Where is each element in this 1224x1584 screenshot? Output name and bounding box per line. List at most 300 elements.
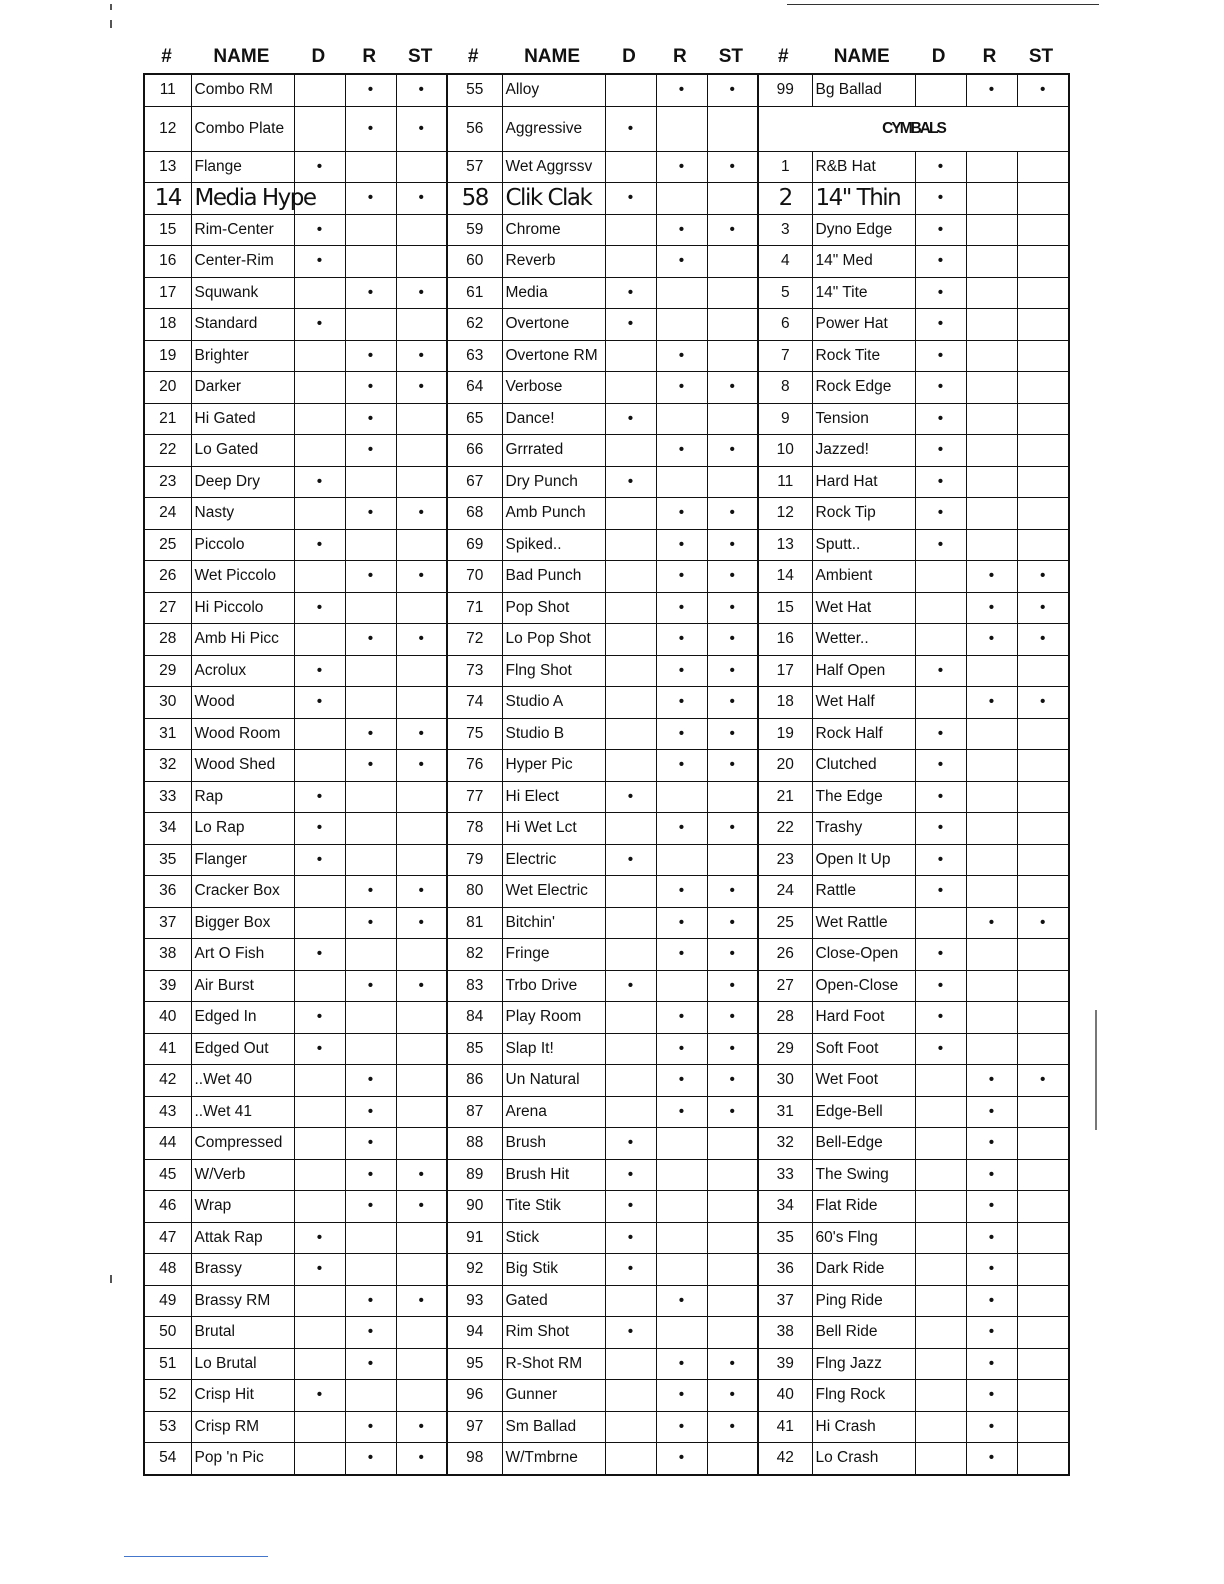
r-mark <box>656 277 707 309</box>
sound-number: 53 <box>144 1411 191 1443</box>
d-mark: • <box>605 844 656 876</box>
sound-number: 32 <box>144 750 191 782</box>
sound-number: 65 <box>447 403 502 435</box>
sound-number: 12 <box>758 498 812 530</box>
st-mark <box>396 529 447 561</box>
st-mark: • <box>396 750 447 782</box>
st-mark: • <box>396 561 447 593</box>
d-mark <box>915 1348 966 1380</box>
d-mark: • <box>294 214 345 246</box>
sound-name: Bell Ride <box>812 1317 915 1349</box>
r-mark <box>656 1254 707 1286</box>
sound-name: Clutched <box>812 750 915 782</box>
sound-name: Un Natural <box>502 1065 605 1097</box>
d-mark: • <box>915 246 966 278</box>
sound-name: 14" Tite <box>812 277 915 309</box>
sound-number: 42 <box>758 1443 812 1475</box>
st-mark: • <box>707 529 758 561</box>
r-mark: • <box>345 718 396 750</box>
d-mark <box>294 498 345 530</box>
table-row <box>144 435 1069 467</box>
d-mark <box>605 813 656 845</box>
r-mark: • <box>656 1411 707 1443</box>
d-mark: • <box>294 1254 345 1286</box>
sound-name: Gunner <box>502 1380 605 1412</box>
r-header: R <box>982 46 997 67</box>
st-mark: • <box>1017 907 1069 939</box>
sound-number: 22 <box>144 435 191 467</box>
st-mark: • <box>1017 74 1069 106</box>
sound-number: 27 <box>758 970 812 1002</box>
sound-number: 56 <box>447 106 502 151</box>
st-mark: • <box>396 624 447 656</box>
st-header: ST <box>718 46 743 67</box>
d-mark <box>605 1096 656 1128</box>
sound-number: 26 <box>144 561 191 593</box>
d-mark <box>605 561 656 593</box>
sound-number: 8 <box>758 372 812 404</box>
st-mark <box>396 403 447 435</box>
sound-number: 31 <box>144 718 191 750</box>
r-mark: • <box>966 1348 1017 1380</box>
sound-number: 16 <box>144 246 191 278</box>
table-row <box>144 781 1069 813</box>
d-mark: • <box>605 309 656 341</box>
sound-number: 90 <box>447 1191 502 1223</box>
d-mark <box>294 435 345 467</box>
table-row <box>144 403 1069 435</box>
sound-name: Clik Clak <box>502 183 605 215</box>
r-mark <box>966 750 1017 782</box>
st-mark: • <box>396 907 447 939</box>
st-mark <box>1017 1191 1069 1223</box>
r-mark <box>345 529 396 561</box>
r-mark: • <box>345 1128 396 1160</box>
r-mark <box>345 687 396 719</box>
table-row <box>144 1380 1069 1412</box>
st-mark: • <box>707 74 758 106</box>
sound-name: Crisp Hit <box>191 1380 294 1412</box>
st-mark <box>1017 1159 1069 1191</box>
table-row <box>144 1222 1069 1254</box>
d-mark <box>294 1065 345 1097</box>
sound-name: Overtone RM <box>502 340 605 372</box>
sound-number: 14 <box>144 183 191 215</box>
r-mark <box>966 403 1017 435</box>
sound-name: Pop 'n Pic <box>191 1443 294 1475</box>
r-mark: • <box>656 74 707 106</box>
sound-number: 35 <box>144 844 191 876</box>
d-mark <box>605 718 656 750</box>
sound-name: Brassy RM <box>191 1285 294 1317</box>
d-mark <box>915 1096 966 1128</box>
sound-name: Dance! <box>502 403 605 435</box>
d-mark: • <box>294 687 345 719</box>
sound-name: The Swing <box>812 1159 915 1191</box>
r-mark <box>345 1380 396 1412</box>
sound-name: Studio A <box>502 687 605 719</box>
r-mark <box>966 309 1017 341</box>
st-mark: • <box>707 876 758 908</box>
d-mark: • <box>915 844 966 876</box>
sound-name: Half Open <box>812 655 915 687</box>
r-mark: • <box>656 1065 707 1097</box>
r-mark: • <box>656 1348 707 1380</box>
sound-number: 43 <box>144 1096 191 1128</box>
st-mark: • <box>396 1191 447 1223</box>
d-mark <box>605 1285 656 1317</box>
r-mark <box>656 183 707 215</box>
sound-number: 50 <box>144 1317 191 1349</box>
sound-name: Bad Punch <box>502 561 605 593</box>
sound-number: 24 <box>758 876 812 908</box>
st-mark: • <box>396 1411 447 1443</box>
st-mark <box>707 466 758 498</box>
st-mark: • <box>707 1411 758 1443</box>
r-mark <box>966 655 1017 687</box>
r-mark: • <box>966 1159 1017 1191</box>
r-mark <box>966 151 1017 183</box>
d-mark: • <box>294 1380 345 1412</box>
table-row <box>144 246 1069 278</box>
st-header: ST <box>1028 46 1054 67</box>
r-mark <box>966 498 1017 530</box>
r-mark <box>656 466 707 498</box>
st-mark <box>396 813 447 845</box>
table-row <box>144 466 1069 498</box>
st-mark: • <box>707 624 758 656</box>
st-mark <box>707 1128 758 1160</box>
r-mark: • <box>656 1443 707 1475</box>
sound-number: 25 <box>758 907 812 939</box>
r-mark <box>966 340 1017 372</box>
sound-number: 9 <box>758 403 812 435</box>
sound-name: Hard Foot <box>812 1002 915 1034</box>
sound-number: 19 <box>758 718 812 750</box>
sound-name: Brush <box>502 1128 605 1160</box>
sound-name: Dark Ride <box>812 1254 915 1286</box>
sound-number: 13 <box>758 529 812 561</box>
r-mark: • <box>656 151 707 183</box>
sound-name: Amb Hi Picc <box>191 624 294 656</box>
st-mark: • <box>707 687 758 719</box>
sound-number: 54 <box>144 1443 191 1475</box>
r-mark <box>345 813 396 845</box>
st-mark: • <box>707 907 758 939</box>
sound-number: 81 <box>447 907 502 939</box>
sound-name: Brush Hit <box>502 1159 605 1191</box>
r-mark <box>656 309 707 341</box>
st-mark <box>707 781 758 813</box>
st-mark <box>1017 435 1069 467</box>
st-mark <box>1017 1411 1069 1443</box>
r-mark: • <box>656 718 707 750</box>
st-mark: • <box>1017 624 1069 656</box>
d-mark <box>605 1002 656 1034</box>
table-row <box>144 309 1069 341</box>
table-row <box>144 1285 1069 1317</box>
sound-number: 85 <box>447 1033 502 1065</box>
sound-number: 39 <box>758 1348 812 1380</box>
r-mark <box>966 718 1017 750</box>
table-row <box>144 1443 1069 1475</box>
r-mark <box>345 1222 396 1254</box>
d-mark: • <box>294 939 345 971</box>
sound-number: 58 <box>447 183 502 215</box>
margin-mark <box>110 4 112 10</box>
d-mark: • <box>294 1033 345 1065</box>
sound-number: 98 <box>447 1443 502 1475</box>
st-mark <box>396 1128 447 1160</box>
st-mark: • <box>396 1443 447 1475</box>
st-mark <box>1017 1348 1069 1380</box>
name-header: NAME <box>213 46 270 67</box>
r-mark: • <box>656 435 707 467</box>
r-mark <box>345 309 396 341</box>
st-mark <box>1017 1285 1069 1317</box>
st-mark <box>396 214 447 246</box>
st-mark <box>1017 1128 1069 1160</box>
r-mark <box>656 1191 707 1223</box>
sound-name: Trashy <box>812 813 915 845</box>
st-mark: • <box>396 718 447 750</box>
r-mark <box>345 1002 396 1034</box>
r-mark: • <box>656 214 707 246</box>
st-mark <box>396 687 447 719</box>
sound-name: Pop Shot <box>502 592 605 624</box>
st-mark <box>396 309 447 341</box>
sound-number: 14 <box>758 561 812 593</box>
r-mark: • <box>345 624 396 656</box>
sound-name: Bell-Edge <box>812 1128 915 1160</box>
sound-name: Wet Piccolo <box>191 561 294 593</box>
st-mark: • <box>707 1348 758 1380</box>
r-mark <box>656 1222 707 1254</box>
sound-number: 35 <box>758 1222 812 1254</box>
st-mark <box>396 939 447 971</box>
r-mark: • <box>345 1159 396 1191</box>
st-mark <box>1017 939 1069 971</box>
sound-name: Big Stik <box>502 1254 605 1286</box>
margin-mark <box>1095 1010 1097 1130</box>
d-mark <box>915 907 966 939</box>
sound-name: Play Room <box>502 1002 605 1034</box>
sound-name: Tension <box>812 403 915 435</box>
sound-name: Edged Out <box>191 1033 294 1065</box>
d-mark <box>915 1222 966 1254</box>
sound-name: Rock Edge <box>812 372 915 404</box>
r-mark: • <box>656 813 707 845</box>
d-mark: • <box>915 813 966 845</box>
table-row <box>144 1065 1069 1097</box>
r-mark: • <box>656 529 707 561</box>
sound-name: Hi Elect <box>502 781 605 813</box>
st-mark: • <box>396 106 447 151</box>
sound-number: 80 <box>447 876 502 908</box>
d-mark <box>915 687 966 719</box>
sound-number: 32 <box>758 1128 812 1160</box>
st-mark <box>1017 340 1069 372</box>
st-mark: • <box>707 498 758 530</box>
r-mark <box>345 844 396 876</box>
sound-number: 96 <box>447 1380 502 1412</box>
sound-name: Amb Punch <box>502 498 605 530</box>
table-row <box>144 214 1069 246</box>
r-mark: • <box>966 592 1017 624</box>
st-mark <box>1017 655 1069 687</box>
st-mark: • <box>1017 1065 1069 1097</box>
sound-name: ..Wet 40 <box>191 1065 294 1097</box>
st-mark: • <box>707 435 758 467</box>
sound-number: 18 <box>144 309 191 341</box>
sound-number: 11 <box>144 74 191 106</box>
st-mark: • <box>707 655 758 687</box>
d-mark: • <box>294 592 345 624</box>
st-mark <box>396 246 447 278</box>
sound-name: Darker <box>191 372 294 404</box>
sound-number: 4 <box>758 246 812 278</box>
d-mark: • <box>915 1033 966 1065</box>
sound-name: R-Shot RM <box>502 1348 605 1380</box>
sound-number: 82 <box>447 939 502 971</box>
d-mark <box>605 529 656 561</box>
d-mark: • <box>915 403 966 435</box>
sound-number: 55 <box>447 74 502 106</box>
sound-number: 34 <box>758 1191 812 1223</box>
d-mark: • <box>915 309 966 341</box>
sound-number: 74 <box>447 687 502 719</box>
sound-number: 11 <box>758 466 812 498</box>
sound-number: 17 <box>758 655 812 687</box>
sound-name: Media Hype <box>191 183 294 215</box>
sound-number: 36 <box>758 1254 812 1286</box>
r-mark: • <box>345 876 396 908</box>
table-row <box>144 750 1069 782</box>
st-mark: • <box>707 1002 758 1034</box>
table-row <box>144 74 1069 106</box>
d-mark <box>915 1159 966 1191</box>
sound-number: 41 <box>144 1033 191 1065</box>
sound-name: Grrrated <box>502 435 605 467</box>
table-row <box>144 529 1069 561</box>
d-mark: • <box>915 340 966 372</box>
sound-number: 66 <box>447 435 502 467</box>
r-mark <box>656 844 707 876</box>
table-row <box>144 340 1069 372</box>
table-row <box>144 1096 1069 1128</box>
st-mark: • <box>707 214 758 246</box>
st-mark: • <box>1017 592 1069 624</box>
table-row <box>144 372 1069 404</box>
st-mark <box>1017 1222 1069 1254</box>
st-mark <box>396 1317 447 1349</box>
sound-name: Wood Room <box>191 718 294 750</box>
sound-number: 28 <box>758 1002 812 1034</box>
d-mark: • <box>915 466 966 498</box>
sound-name: Gated <box>502 1285 605 1317</box>
sound-number: 37 <box>144 907 191 939</box>
sound-name: Wetter.. <box>812 624 915 656</box>
d-mark: • <box>915 750 966 782</box>
st-mark: • <box>707 750 758 782</box>
top-rule <box>787 4 1099 5</box>
st-mark <box>707 1285 758 1317</box>
d-mark <box>294 106 345 151</box>
sound-name: Arena <box>502 1096 605 1128</box>
sound-name: Nasty <box>191 498 294 530</box>
d-mark: • <box>294 844 345 876</box>
sound-name: Crisp RM <box>191 1411 294 1443</box>
sound-number: 37 <box>758 1285 812 1317</box>
d-mark: • <box>915 1002 966 1034</box>
sound-number: 49 <box>144 1285 191 1317</box>
sound-number: 12 <box>144 106 191 151</box>
st-mark: • <box>707 1096 758 1128</box>
r-mark: • <box>345 1065 396 1097</box>
num-header: # <box>467 46 479 67</box>
d-mark: • <box>915 183 966 215</box>
sound-name: Power Hat <box>812 309 915 341</box>
d-mark <box>605 1411 656 1443</box>
d-mark: • <box>605 1254 656 1286</box>
d-mark: • <box>605 106 656 151</box>
st-mark <box>1017 403 1069 435</box>
st-mark <box>707 1254 758 1286</box>
table-row <box>144 1411 1069 1443</box>
sound-number: 22 <box>758 813 812 845</box>
d-mark: • <box>605 1159 656 1191</box>
st-mark <box>396 1033 447 1065</box>
d-mark <box>605 372 656 404</box>
sound-name: Wet Electric <box>502 876 605 908</box>
name-header: NAME <box>524 46 581 67</box>
d-mark <box>294 1348 345 1380</box>
st-mark <box>1017 813 1069 845</box>
sound-number: 60 <box>447 246 502 278</box>
sound-name: Open It Up <box>812 844 915 876</box>
d-mark <box>915 1317 966 1349</box>
st-mark: • <box>707 151 758 183</box>
d-mark <box>915 1380 966 1412</box>
st-mark: • <box>396 340 447 372</box>
d-mark: • <box>294 1222 345 1254</box>
d-mark: • <box>294 1002 345 1034</box>
table-row <box>144 718 1069 750</box>
r-mark <box>966 844 1017 876</box>
d-mark <box>605 592 656 624</box>
r-mark: • <box>966 907 1017 939</box>
d-mark <box>294 1285 345 1317</box>
sound-number: 95 <box>447 1348 502 1380</box>
sound-number: 93 <box>447 1285 502 1317</box>
st-mark: • <box>396 970 447 1002</box>
sound-number: 21 <box>144 403 191 435</box>
sound-number: 26 <box>758 939 812 971</box>
table-row <box>144 907 1069 939</box>
sound-number: 28 <box>144 624 191 656</box>
sound-name: Rock Tip <box>812 498 915 530</box>
d-mark: • <box>915 655 966 687</box>
st-mark <box>396 1096 447 1128</box>
sound-name: Wet Hat <box>812 592 915 624</box>
sound-name: W/Tmbrne <box>502 1443 605 1475</box>
sound-name: Rim-Center <box>191 214 294 246</box>
d-mark: • <box>605 1222 656 1254</box>
r-mark: • <box>656 372 707 404</box>
bottom-rule <box>124 1556 268 1557</box>
table-row <box>144 561 1069 593</box>
sound-number: 73 <box>447 655 502 687</box>
